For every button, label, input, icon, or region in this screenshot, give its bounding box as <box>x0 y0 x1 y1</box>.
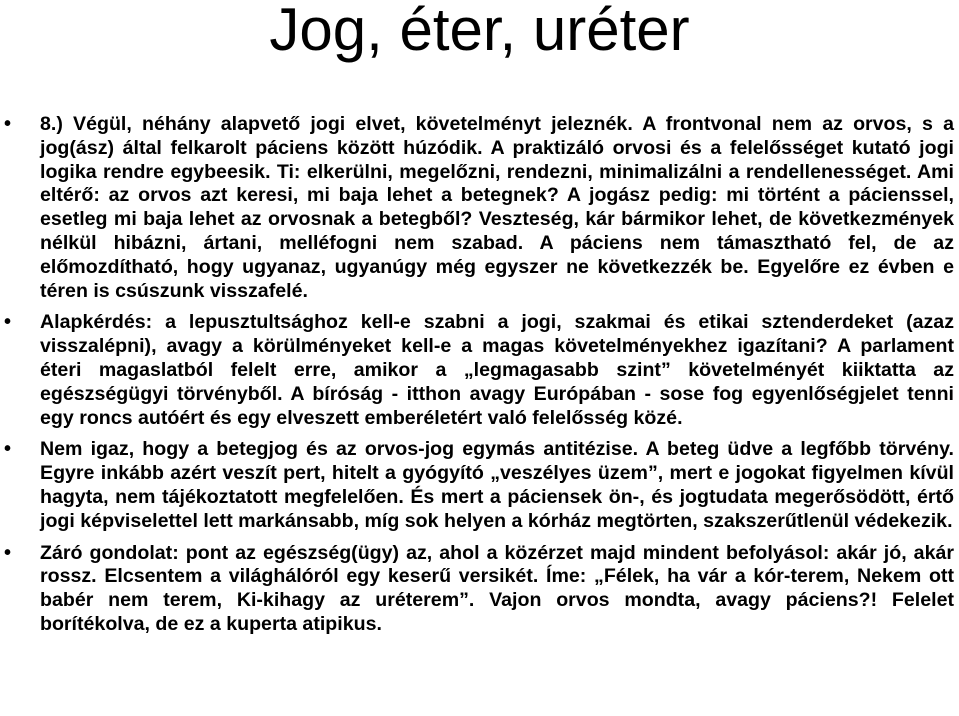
bullet-item <box>0 438 959 533</box>
bullet-item <box>0 542 959 637</box>
bullet-dot-icon: • <box>4 311 12 334</box>
bullet-text: Alapkérdés: a lepusztultsághoz kell-e szabni a jogi, szakmai és etikai sztenderdeket (azaz visszalépni), avagy a körülményeket kell-e a magas követelményekhez igazítani? A parlament éteri magaslatból felelt erre, amikor a „legmagasabb szint” követelményét kiiktatta az egészségügyi törvényből. A bíróság - itthon avagy Európában - sose fog egyenlőségjelet tenni egy roncs autóért és egy elveszett emberéletért való felelősség közé. <box>40 311 954 429</box>
bullet-list <box>0 113 959 645</box>
bullet-dot-icon: • <box>4 438 12 461</box>
bullet-text: Nem igaz, hogy a betegjog és az orvos-jog egymás antitézise. A beteg üdve a legfőbb törvény. Egyre inkább azért veszít pert, hitelt a gyógyító „veszélyes üzem”, mert e jogokat figyelmen kívül hagyta, nem tájékoztatott megfelelően. És mert a páciensek ön-, és jogtudata megerősödött, értő jogi képviselettel lett markánsabb, míg sok helyen a kórház megtörten, szakszerűtlenül védekezik. <box>40 438 954 532</box>
bullet-dot-icon: • <box>4 113 12 135</box>
bullet-item <box>0 113 959 303</box>
bullet-dot-icon: • <box>4 541 12 564</box>
slide-title: Jog, éter, uréter <box>269 0 690 63</box>
bullet-text: 8.) Végül, néhány alapvető jogi elvet, követelményt jeleznék. A frontvonal nem az orvos, s a jog(ász) által felkarolt páciens között húzódik. A praktizáló orvosi és a felelősséget kutató jogi logika rendre egybeesik. Ti: elkerülni, megelőzni, rendezni, minimalizálni a rendellenességet. Ami eltérő: az orvos azt keresi, mi baja lehet a betegnek? A jogász pedig: mi történt a pácienssel, esetleg mi baja lehet az orvosnak a betegből? Veszteség, kár bármikor lehet, de következmények nélkül hibázni, ártani, melléfogni nem szabad. A páciens nem támasztható fel, de az előmozdítható, hogy ugyanaz, ugyanúgy még egyszer ne következzék be. Egyelőre ez évben e téren is csúszunk visszafelé. <box>40 113 954 302</box>
bullet-text: Záró gondolat: pont az egészség(ügy) az, ahol a közérzet majd mindent befolyásol: akár jó, akár rossz. Elcsentem a világhálóról egy keserű versikét. Íme: „Félek, ha vár a kór-terem, Nekem ott babér nem terem, Ki-kihagy az uréterem”. Vajon orvos mondta, avagy páciens?! Felelet borítékolva, de ez a kuperta atipikus. <box>40 541 954 635</box>
bullet-item <box>0 311 959 430</box>
